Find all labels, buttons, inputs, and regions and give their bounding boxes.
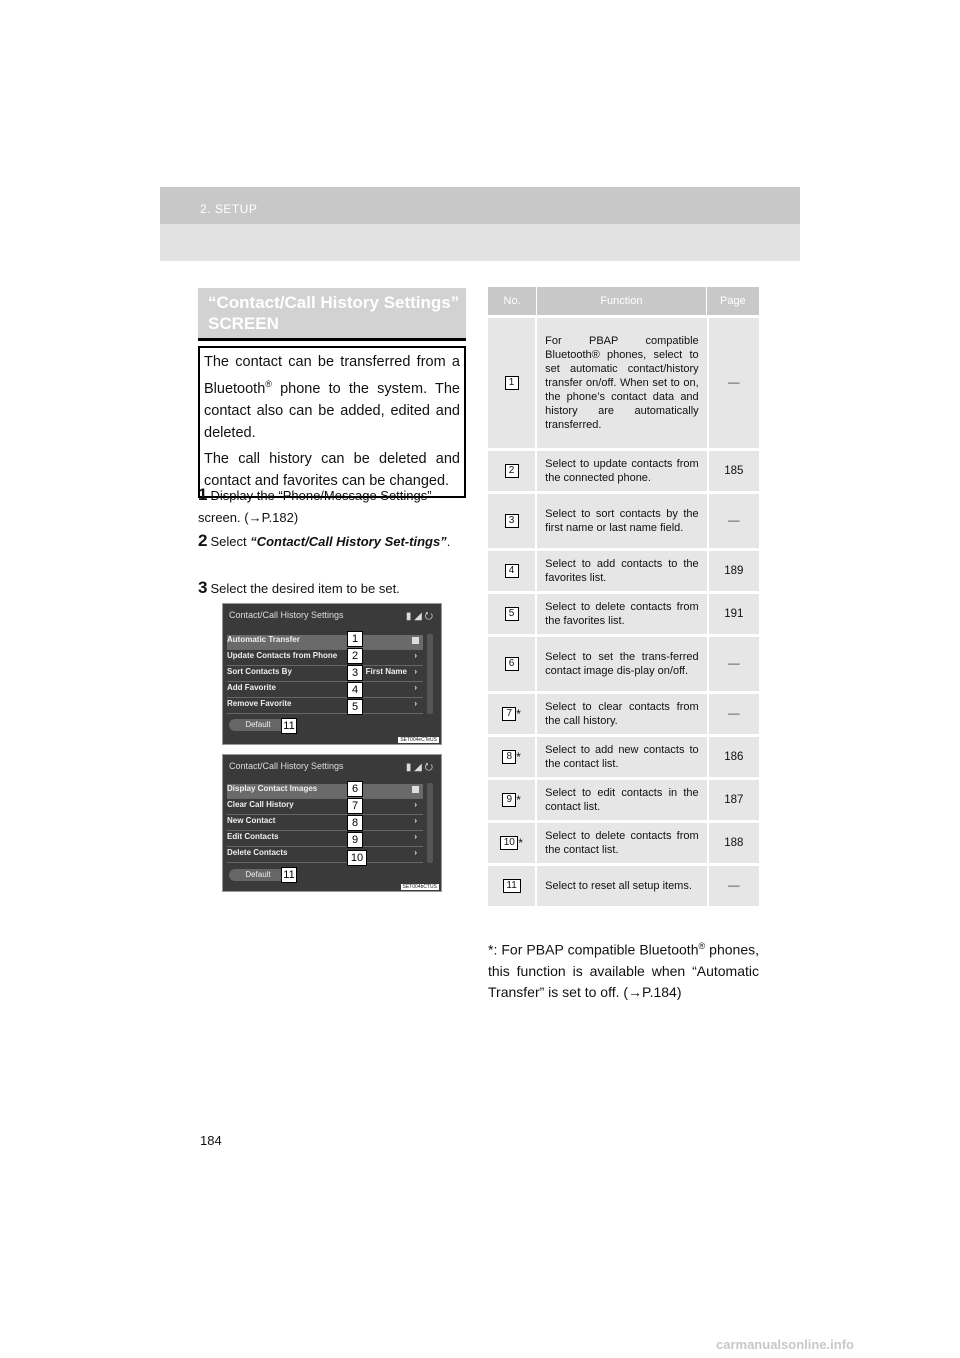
row-number: [488, 734, 537, 777]
step-1: [198, 484, 466, 529]
row-page: —: [707, 691, 759, 734]
header-subbar: [160, 224, 800, 261]
row-function: Select to set the trans-ferred contact image dis-play on/off.: [537, 634, 707, 691]
image-code: SET004eCTeUS: [400, 737, 437, 743]
row-function: Select to clear contacts from the call history.: [537, 691, 707, 734]
callout-number: 1: [347, 631, 363, 647]
row-function: For PBAP compatible Bluetooth® phones, select to set automatic contact/history transfer on/off. When set to on, the phone’s contact data and history are automatically transferred.: [537, 315, 707, 448]
row-page: 191: [707, 591, 759, 634]
row-function: Select to edit contacts in the contact list.: [537, 777, 707, 820]
row-function: Select to add contacts to the favorites list.: [537, 548, 707, 591]
checkbox-icon: [412, 637, 419, 644]
number-box: 10: [500, 836, 518, 850]
watermark: carmanualsonline.info: [716, 1337, 854, 1352]
screen-row[interactable]: [227, 635, 423, 650]
row-number: [488, 491, 537, 548]
scrollbar[interactable]: [427, 783, 433, 863]
number-box: 2: [505, 464, 519, 478]
table-row: [488, 734, 759, 777]
chevron-right-icon: ›: [414, 800, 417, 809]
intro-text: The contact can be transferred from a Bluetooth: [204, 354, 460, 397]
screen-row[interactable]: [227, 832, 423, 847]
table-row: [488, 315, 759, 448]
row-page: 188: [707, 820, 759, 863]
screen-row[interactable]: [227, 848, 423, 863]
row-page: 189: [707, 548, 759, 591]
screen-row[interactable]: [227, 683, 423, 698]
header-function: Function: [537, 287, 707, 315]
callout-number: 3: [347, 665, 363, 681]
table-row: [488, 448, 759, 491]
footnote-text: phones, this function is available when “Automatic Transfer” is set to off. (→P.184): [488, 941, 759, 1000]
row-label: Automatic Transfer: [227, 635, 300, 644]
callout-number: 2: [347, 648, 363, 664]
table-row: [488, 820, 759, 863]
row-number: [488, 691, 537, 734]
registered-mark: ®: [265, 379, 272, 389]
row-label: Remove Favorite: [227, 699, 292, 708]
row-function: Select to delete contacts from the contact list.: [537, 820, 707, 863]
row-number: [488, 448, 537, 491]
table-row: [488, 863, 759, 906]
row-number: [488, 548, 537, 591]
screen-title: Contact/Call History Settings: [229, 610, 344, 620]
table-row: [488, 691, 759, 734]
row-function: Select to add new contacts to the contact list.: [537, 734, 707, 777]
scrollbar[interactable]: [427, 634, 433, 714]
chevron-right-icon: ›: [414, 651, 417, 660]
step-number: 2: [198, 531, 208, 550]
row-number: [488, 777, 537, 820]
row-label: Display Contact Images: [227, 784, 318, 793]
step-2: [198, 530, 466, 553]
row-label: Add Favorite: [227, 683, 276, 692]
row-number: [488, 634, 537, 691]
header-page: Page: [707, 287, 759, 315]
intro-text: phone to the system. The contact also can be added, edited and deleted.: [204, 380, 460, 441]
step-bold-text: “Contact/Call History Set-tings”: [250, 534, 447, 549]
row-function: Select to delete contacts from the favorites list.: [537, 591, 707, 634]
intro-paragraph-2: The call history can be deleted and contact and favorites can be changed.: [204, 450, 460, 489]
screen-row[interactable]: [227, 784, 423, 799]
table-row: [488, 591, 759, 634]
table-row: [488, 491, 759, 548]
callout-number: 4: [347, 682, 363, 698]
row-page: 186: [707, 734, 759, 777]
table-header-row: [488, 287, 759, 315]
callout-number: 11: [281, 867, 297, 883]
number-box: 3: [505, 514, 519, 528]
callout-number: 10: [347, 850, 367, 866]
row-label: Update Contacts from Phone: [227, 651, 338, 660]
number-box: 7: [502, 707, 516, 721]
row-function: Select to reset all setup items.: [537, 863, 707, 906]
row-label: Clear Call History: [227, 800, 294, 809]
step-number: 3: [198, 578, 208, 597]
row-value: First Name: [365, 667, 407, 676]
footnote-text: *: For PBAP compatible Bluetooth: [488, 941, 699, 958]
page-number: 184: [200, 1133, 222, 1148]
step-number: 1: [198, 485, 208, 504]
table-row: [488, 634, 759, 691]
row-number: [488, 863, 537, 906]
header-no: No.: [488, 287, 537, 315]
row-label: New Contact: [227, 816, 276, 825]
intro-paragraph-1: [204, 351, 460, 444]
callout-number: 9: [347, 832, 363, 848]
row-function: Select to update contacts from the connected phone.: [537, 448, 707, 491]
number-box: 6: [505, 657, 519, 671]
step-text: .: [446, 534, 451, 549]
screen-image-2: [222, 754, 442, 892]
asterisk: *: [516, 707, 521, 721]
section-title: “Contact/Call History Settings” SCREEN: [208, 293, 460, 333]
chevron-right-icon: ›: [414, 683, 417, 692]
asterisk: *: [518, 836, 523, 850]
section-label: 2. SETUP: [200, 202, 258, 216]
row-number: [488, 591, 537, 634]
screen-row[interactable]: [227, 699, 423, 714]
screen-row[interactable]: [227, 667, 423, 682]
callout-number: 11: [281, 718, 297, 734]
status-icons: ▮ ◢ ⭮: [405, 762, 433, 773]
default-button[interactable]: Default: [229, 869, 287, 881]
step-text: Select: [210, 534, 251, 549]
asterisk: *: [516, 750, 521, 764]
callout-number: 5: [347, 699, 363, 715]
row-page: —: [707, 634, 759, 691]
chevron-right-icon: ›: [414, 832, 417, 841]
registered-mark: ®: [698, 941, 706, 951]
callout-number: 8: [347, 815, 363, 831]
image-code: SET004bCTUS: [402, 884, 437, 890]
asterisk: *: [516, 793, 521, 807]
row-page: 187: [707, 777, 759, 820]
row-number: [488, 315, 537, 448]
number-box: 8: [502, 750, 516, 764]
step-text: Display the “Phone/Message Settings” screen. (→P.182): [198, 488, 432, 525]
screen-row[interactable]: [227, 651, 423, 666]
step-3: [198, 577, 466, 600]
row-label: Sort Contacts By: [227, 667, 292, 676]
screen-row[interactable]: [227, 800, 423, 815]
row-label: Edit Contacts: [227, 832, 279, 841]
section-title-box: [198, 288, 466, 341]
checkbox-icon: [412, 786, 419, 793]
number-box: 11: [503, 879, 521, 893]
status-icons: ▮ ◢ ⭮: [405, 611, 433, 622]
row-function: Select to sort contacts by the first name or last name field.: [537, 491, 707, 548]
row-page: —: [707, 863, 759, 906]
number-box: 9: [502, 793, 516, 807]
function-table: [488, 287, 759, 906]
row-page: —: [707, 315, 759, 448]
row-page: 185: [707, 448, 759, 491]
default-button[interactable]: Default: [229, 719, 287, 731]
row-number: [488, 820, 537, 863]
screen-title: Contact/Call History Settings: [229, 761, 344, 771]
number-box: 1: [505, 376, 519, 390]
number-box: 4: [505, 564, 519, 578]
callout-number: 6: [347, 781, 363, 797]
table-row: [488, 548, 759, 591]
number-box: 5: [505, 607, 519, 621]
chevron-right-icon: ›: [414, 699, 417, 708]
step-text: Select the desired item to be set.: [210, 581, 400, 596]
row-label: Delete Contacts: [227, 848, 288, 857]
callout-number: 7: [347, 798, 363, 814]
footnote: [488, 936, 759, 1003]
chevron-right-icon: ›: [414, 816, 417, 825]
table-row: [488, 777, 759, 820]
screen-image-1: [222, 603, 442, 745]
intro-box: [198, 346, 466, 498]
row-page: —: [707, 491, 759, 548]
chevron-right-icon: ›: [414, 848, 417, 857]
screen-row[interactable]: [227, 816, 423, 831]
chevron-right-icon: ›: [414, 667, 417, 676]
